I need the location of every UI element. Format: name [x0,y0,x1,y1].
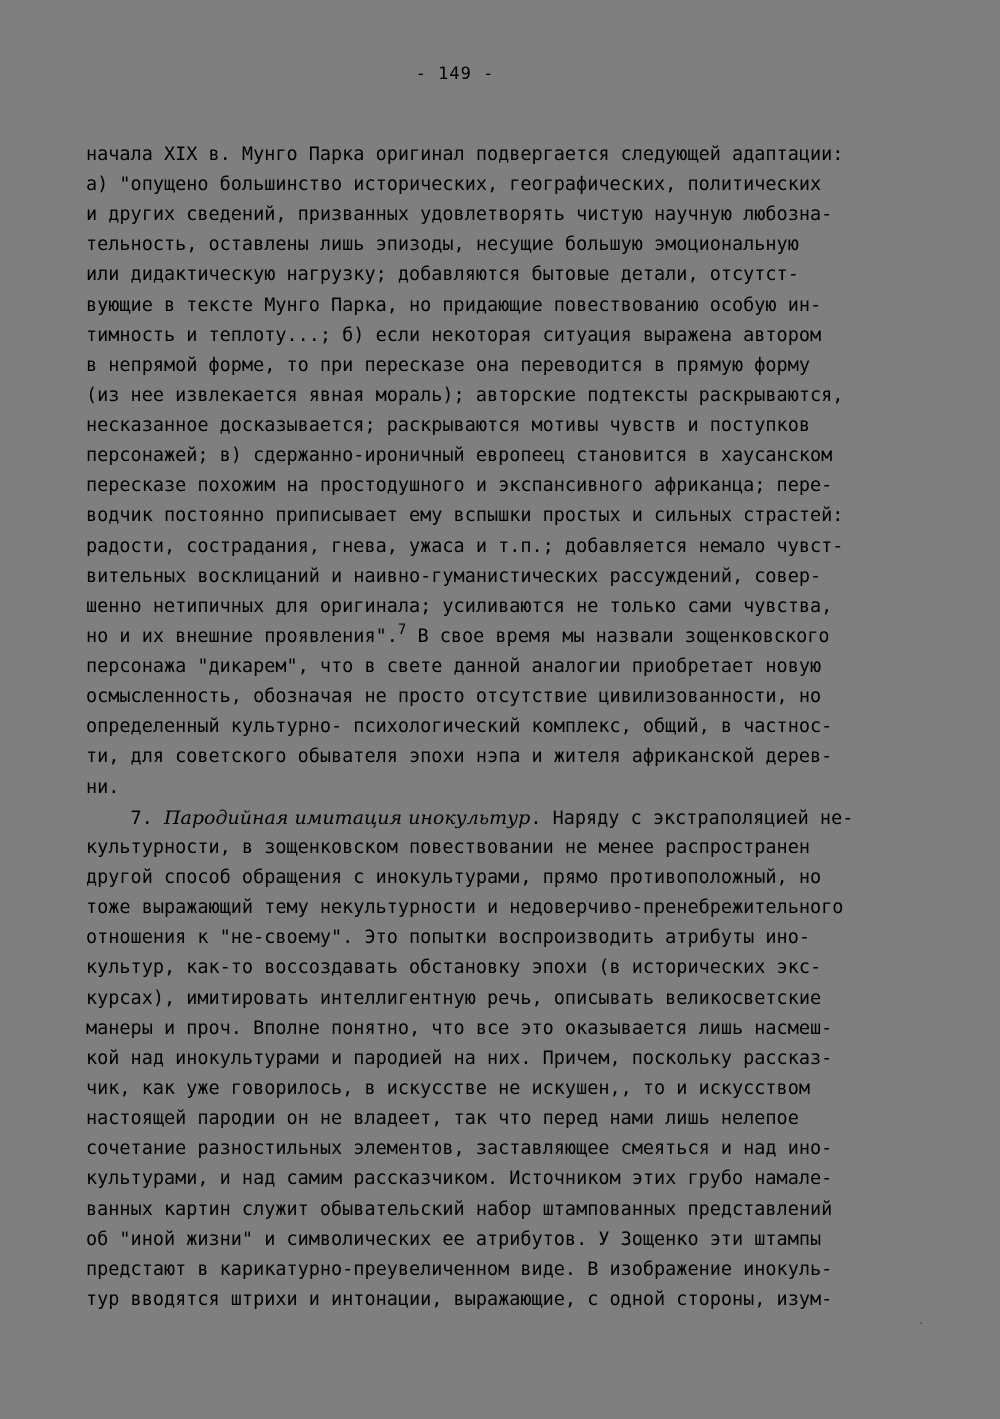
section-title: Пародийная имитация инокультур [163,807,531,829]
text-line: культурами, и над самим рассказчиком. Источником этих грубо намале- [86,1168,833,1189]
text-line: пересказе похожим на простодушного и экспансивного африканца; пере- [86,475,833,496]
text-line: или дидактическую нагрузку; добавляются бытовые детали, отсутст- [86,264,799,285]
scan-speck [920,1322,922,1324]
text-line: культурности, в зощенковском повествовании не менее распространен [86,837,810,858]
text-line: шенно нетипичных для оригинала; усиливаются не только сами чувства, [86,596,833,617]
text-line: тур вводятся штрихи и интонации, выражающие, с одной стороны, изум- [86,1289,833,1310]
text-line: об "иной жизни" и символических ее атрибутов. У Зощенко эти штампы [86,1229,822,1250]
text-line: тоже выражающий тему некультурности и недоверчиво-пренебрежительного [86,897,844,918]
text-line: ни. [86,777,120,798]
text-line: водчик постоянно приписывает ему вспышки простых и сильных страстей: [86,505,844,526]
text-line: предстают в карикатурно-преувеличенном виде. В изображение инокуль- [86,1259,833,1280]
line-text: В свое время мы назвали зощенковского [406,626,830,647]
text-line: культур, как-то воссоздавать обстановку эпохи (в исторических экс- [86,957,822,978]
text-line: несказанное досказывается; раскрываются мотивы чувств и поступков [86,415,810,436]
text-line: тимность и теплоту...; б) если некоторая ситуация выражена автором [86,325,822,346]
text-line: настоящей пародии он не владеет, так что перед нами лишь нелепое [86,1108,799,1129]
section-number: 7. [86,808,164,829]
text-line: отношения к "не-своему". Это попытки воспроизводить атрибуты ино- [86,927,810,948]
text-line: кой над инокультурами и пародией на них. Причем, поскольку рассказ- [86,1048,833,1069]
text-line: а) "опущено большинство исторических, географических, политических [86,174,822,195]
text-line: в непрямой форме, то при пересказе она переводится в прямую форму [86,355,810,376]
footnote-marker: 7 [397,622,407,638]
text-line: начала XIX в. Мунго Парка оригинал подвергается следующей адаптации: [86,144,844,165]
text-line: осмысленность, обозначая не просто отсутствие цивилизованности, но [86,686,822,707]
text-line: радости, сострадания, гнева, ужаса и т.п.; добавляется немало чувст- [86,536,844,557]
text-line: и других сведений, призванных удовлетворять чистую научную любозна- [86,204,833,225]
text-line: курсах), имитировать интеллигентную речь, описывать великосветские [86,988,822,1009]
text-line: тельность, оставлены лишь эпизоды, несущие большую эмоциональную [86,234,799,255]
line-text: но и их внешние проявления". [86,626,398,647]
text-line: определенный культурно- психологический комплекс, общий, в частнос- [86,716,833,737]
text-line: (из нее извлекается явная мораль); авторские подтексты раскрываются, [86,385,844,406]
section-heading-line [86,809,853,829]
text-line: вительных восклицаний и наивно-гуманистических рассуждений, совер- [86,566,822,587]
text-line: чик, как уже говорилось, в искусстве не искушен,, то и искусством [86,1078,810,1099]
text-line: манеры и проч. Вполне понятно, что все это оказывается лишь насмеш- [86,1018,833,1039]
line-text: . Наряду с экстраполяцией не- [530,808,854,829]
text-line: другой способ обращения с инокультурами, прямо противоположный, но [86,867,822,888]
text-line: персонажей; в) сдержанно-ироничный европеец становится в хаусанском [86,445,833,466]
text-line: ти, для советского обывателя эпохи нэпа и жителя африканской дерев- [86,746,833,767]
text-line: персонажа "дикарем", что в свете данной аналогии приобретает новую [86,656,822,677]
page-number: - 149 - [415,64,495,84]
text-line: ванных картин служит обывательский набор штампованных представлений [86,1199,833,1220]
text-line: сочетание разностильных элементов, заставляющее смеяться и над ино- [86,1138,833,1159]
text-line: вующие в тексте Мунго Парка, но придающие повествованию особую ин- [86,295,822,316]
text-line-with-footnote [86,622,830,647]
